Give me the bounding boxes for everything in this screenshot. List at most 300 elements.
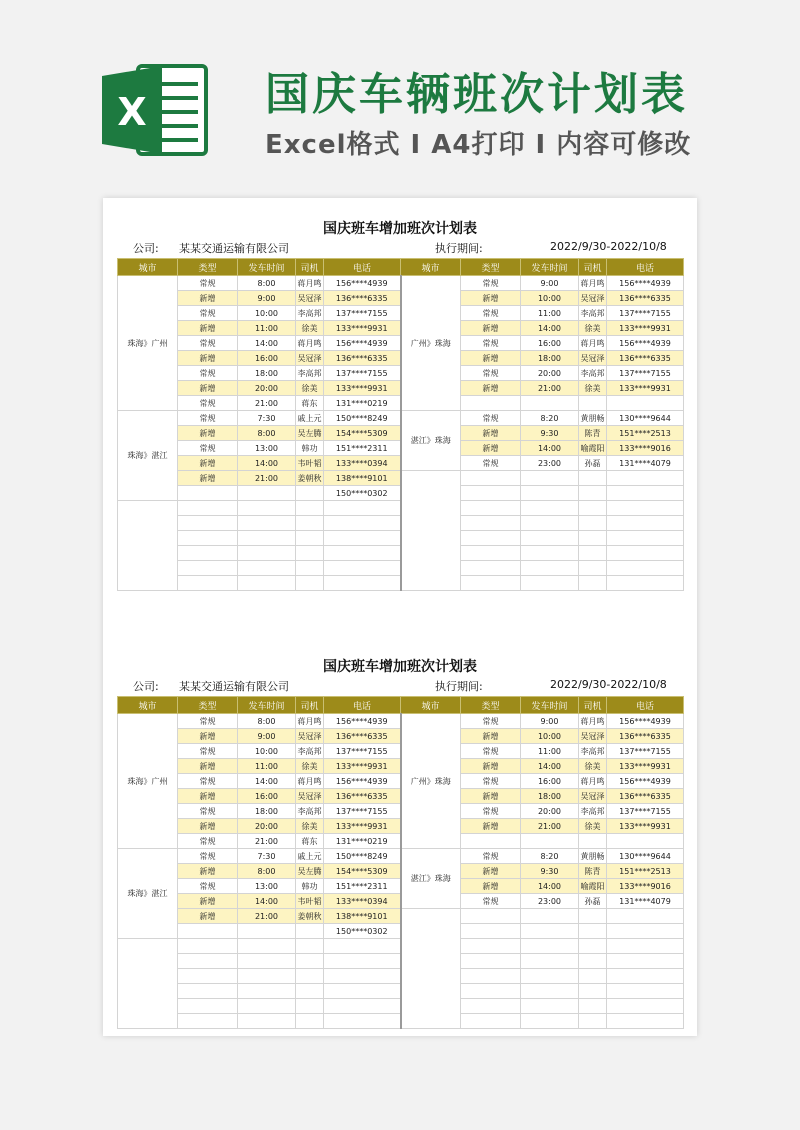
type-cell [178, 501, 238, 516]
phone-cell: 154****5309 [324, 864, 401, 879]
driver-cell: 李高邦 [579, 744, 607, 759]
phone-cell [607, 576, 684, 591]
type-cell: 常规 [178, 306, 238, 321]
time-cell: 13:00 [238, 441, 296, 456]
route-cell: 广州》珠海 [401, 276, 461, 411]
time-cell: 18:00 [521, 789, 579, 804]
phone-cell: 156****4939 [607, 774, 684, 789]
phone-cell: 150****8249 [324, 849, 401, 864]
sheet-preview [103, 198, 697, 1036]
type-cell: 常规 [461, 774, 521, 789]
driver-cell: 李高邦 [579, 804, 607, 819]
type-cell [178, 954, 238, 969]
driver-cell: 韩功 [296, 879, 324, 894]
phone-cell: 133****9931 [324, 381, 401, 396]
type-cell: 常规 [461, 456, 521, 471]
driver-cell [579, 939, 607, 954]
time-cell: 8:20 [521, 411, 579, 426]
time-cell [521, 924, 579, 939]
column-header: 城市 [401, 259, 461, 276]
phone-cell: 156****4939 [607, 336, 684, 351]
time-cell [238, 1014, 296, 1029]
time-cell: 21:00 [238, 834, 296, 849]
type-cell: 新增 [461, 441, 521, 456]
driver-cell [579, 954, 607, 969]
driver-cell [579, 1014, 607, 1029]
time-cell [238, 924, 296, 939]
type-cell [461, 561, 521, 576]
time-cell: 7:30 [238, 411, 296, 426]
type-cell [178, 1014, 238, 1029]
type-cell [461, 969, 521, 984]
period-value: 2022/9/30-2022/10/8 [550, 678, 667, 691]
time-cell: 10:00 [521, 291, 579, 306]
column-header: 电话 [607, 697, 684, 714]
driver-cell [579, 561, 607, 576]
time-cell: 9:00 [521, 714, 579, 729]
type-cell [178, 969, 238, 984]
type-cell: 新增 [461, 819, 521, 834]
banner [0, 0, 800, 190]
time-cell [521, 516, 579, 531]
time-cell: 14:00 [521, 321, 579, 336]
type-cell: 新增 [178, 351, 238, 366]
phone-cell: 150****8249 [324, 411, 401, 426]
driver-cell: 孙磊 [579, 894, 607, 909]
type-cell: 新增 [178, 819, 238, 834]
time-cell: 23:00 [521, 456, 579, 471]
driver-cell: 李高邦 [579, 366, 607, 381]
phone-cell: 136****6335 [607, 729, 684, 744]
phone-cell [607, 471, 684, 486]
type-cell: 常规 [178, 396, 238, 411]
phone-cell: 156****4939 [607, 714, 684, 729]
phone-cell [324, 954, 401, 969]
type-cell: 常规 [178, 834, 238, 849]
type-cell [461, 471, 521, 486]
driver-cell: 李高邦 [296, 366, 324, 381]
phone-cell: 151****2513 [607, 426, 684, 441]
logo-letter: X [117, 90, 147, 134]
driver-cell: 吴冠泽 [579, 291, 607, 306]
time-cell [238, 531, 296, 546]
type-cell: 新增 [178, 471, 238, 486]
time-cell [238, 546, 296, 561]
time-cell: 8:00 [238, 276, 296, 291]
phone-cell: 133****0394 [324, 456, 401, 471]
route-cell: 湛江》珠海 [401, 411, 461, 471]
time-cell: 16:00 [238, 351, 296, 366]
phone-cell [607, 969, 684, 984]
driver-cell [579, 531, 607, 546]
column-header: 发车时间 [238, 259, 296, 276]
time-cell: 20:00 [521, 804, 579, 819]
phone-cell: 137****7155 [607, 744, 684, 759]
time-cell [521, 531, 579, 546]
time-cell: 11:00 [238, 321, 296, 336]
type-cell [178, 561, 238, 576]
driver-cell: 蒋月鸣 [296, 774, 324, 789]
time-cell [521, 576, 579, 591]
type-cell: 常规 [178, 714, 238, 729]
type-cell: 常规 [461, 411, 521, 426]
schedule-table [117, 258, 684, 591]
time-cell: 18:00 [238, 804, 296, 819]
type-cell: 新增 [178, 729, 238, 744]
driver-cell [296, 999, 324, 1014]
driver-cell: 黄朋畅 [579, 849, 607, 864]
phone-cell: 156****4939 [324, 714, 401, 729]
time-cell [521, 471, 579, 486]
schedule-title: 国庆班车增加班次计划表 [323, 221, 477, 237]
time-cell: 9:30 [521, 864, 579, 879]
time-cell [238, 999, 296, 1014]
time-cell: 14:00 [238, 336, 296, 351]
phone-cell [607, 954, 684, 969]
phone-cell [607, 531, 684, 546]
column-header: 司机 [296, 697, 324, 714]
time-cell: 21:00 [238, 396, 296, 411]
driver-cell: 蒋东 [296, 834, 324, 849]
driver-cell: 吴冠泽 [579, 789, 607, 804]
company-name: 某某交通运输有限公司 [179, 242, 289, 255]
phone-cell: 151****2311 [324, 441, 401, 456]
phone-cell: 131****4079 [607, 456, 684, 471]
driver-cell: 徐美 [579, 759, 607, 774]
route-cell [401, 471, 461, 591]
driver-cell [296, 939, 324, 954]
driver-cell: 蒋月鸣 [296, 336, 324, 351]
type-cell [461, 531, 521, 546]
type-cell [461, 1014, 521, 1029]
driver-cell: 徐美 [296, 759, 324, 774]
type-cell: 常规 [178, 441, 238, 456]
driver-cell: 吴冠泽 [579, 729, 607, 744]
time-cell: 14:00 [521, 759, 579, 774]
driver-cell [579, 486, 607, 501]
driver-cell: 蒋月鸣 [579, 276, 607, 291]
route-cell [401, 909, 461, 1029]
type-cell: 新增 [178, 456, 238, 471]
time-cell [238, 954, 296, 969]
time-cell: 14:00 [521, 879, 579, 894]
phone-cell: 136****6335 [607, 291, 684, 306]
driver-cell: 蒋东 [296, 396, 324, 411]
type-cell [178, 486, 238, 501]
excel-logo-icon [100, 62, 210, 158]
driver-cell: 姜朝秋 [296, 909, 324, 924]
phone-cell: 133****9931 [607, 321, 684, 336]
driver-cell [296, 546, 324, 561]
phone-cell: 133****9931 [324, 321, 401, 336]
time-cell [521, 834, 579, 849]
phone-cell [607, 909, 684, 924]
type-cell: 常规 [461, 804, 521, 819]
driver-cell [579, 984, 607, 999]
time-cell: 14:00 [238, 894, 296, 909]
type-cell [461, 984, 521, 999]
phone-cell [607, 516, 684, 531]
route-cell: 湛江》珠海 [401, 849, 461, 909]
type-cell [461, 516, 521, 531]
type-cell: 新增 [178, 426, 238, 441]
phone-cell [324, 969, 401, 984]
time-cell: 13:00 [238, 879, 296, 894]
time-cell: 14:00 [238, 456, 296, 471]
driver-cell [579, 501, 607, 516]
route-cell: 珠海》广州 [118, 276, 178, 411]
type-cell [178, 576, 238, 591]
phone-cell: 131****0219 [324, 396, 401, 411]
schedule-title: 国庆班车增加班次计划表 [323, 659, 477, 675]
table-row [118, 276, 684, 291]
time-cell: 10:00 [238, 744, 296, 759]
time-cell [238, 969, 296, 984]
period-value: 2022/9/30-2022/10/8 [550, 240, 667, 253]
page-title: 国庆车辆班次计划表 [265, 69, 688, 120]
company-label: 公司: [133, 680, 159, 693]
phone-cell [607, 486, 684, 501]
table-row [118, 714, 684, 729]
phone-cell: 151****2513 [607, 864, 684, 879]
time-cell: 7:30 [238, 849, 296, 864]
time-cell [238, 561, 296, 576]
phone-cell: 137****7155 [607, 306, 684, 321]
time-cell: 18:00 [521, 351, 579, 366]
phone-cell [607, 561, 684, 576]
phone-cell: 156****4939 [324, 276, 401, 291]
phone-cell: 150****0302 [324, 924, 401, 939]
driver-cell: 吴左腾 [296, 426, 324, 441]
phone-cell: 131****4079 [607, 894, 684, 909]
driver-cell [296, 486, 324, 501]
type-cell: 新增 [178, 291, 238, 306]
table-header-row [118, 697, 684, 714]
driver-cell: 李高邦 [296, 804, 324, 819]
table-row [118, 909, 684, 924]
time-cell: 20:00 [521, 366, 579, 381]
type-cell: 常规 [178, 804, 238, 819]
driver-cell: 蒋月鸣 [296, 714, 324, 729]
time-cell: 11:00 [521, 306, 579, 321]
route-cell: 珠海》湛江 [118, 849, 178, 939]
phone-cell [324, 1014, 401, 1029]
driver-cell: 韦叶韬 [296, 894, 324, 909]
time-cell [521, 969, 579, 984]
type-cell: 常规 [178, 744, 238, 759]
type-cell: 新增 [461, 879, 521, 894]
driver-cell: 吴冠泽 [296, 351, 324, 366]
type-cell [178, 984, 238, 999]
column-header: 城市 [118, 259, 178, 276]
column-header: 类型 [461, 259, 521, 276]
type-cell: 常规 [461, 714, 521, 729]
phone-cell: 137****7155 [324, 804, 401, 819]
type-cell: 常规 [178, 879, 238, 894]
time-cell [521, 939, 579, 954]
driver-cell: 徐美 [296, 819, 324, 834]
phone-cell [607, 924, 684, 939]
time-cell [521, 954, 579, 969]
column-header: 电话 [607, 259, 684, 276]
driver-cell [296, 984, 324, 999]
type-cell: 常规 [461, 276, 521, 291]
type-cell: 新增 [461, 789, 521, 804]
phone-cell [607, 834, 684, 849]
time-cell: 11:00 [238, 759, 296, 774]
type-cell: 常规 [461, 744, 521, 759]
company-label: 公司: [133, 242, 159, 255]
driver-cell: 蒋月鸣 [296, 276, 324, 291]
phone-cell [607, 1014, 684, 1029]
time-cell: 14:00 [521, 441, 579, 456]
driver-cell: 徐美 [579, 321, 607, 336]
driver-cell [579, 396, 607, 411]
phone-cell: 137****7155 [607, 366, 684, 381]
driver-cell [579, 909, 607, 924]
time-cell: 16:00 [238, 789, 296, 804]
driver-cell: 吴冠泽 [579, 351, 607, 366]
driver-cell: 蒋月鸣 [579, 336, 607, 351]
type-cell [178, 516, 238, 531]
type-cell: 新增 [178, 894, 238, 909]
time-cell: 21:00 [238, 471, 296, 486]
table-row [118, 471, 684, 486]
driver-cell [579, 546, 607, 561]
phone-cell: 136****6335 [324, 789, 401, 804]
time-cell [238, 486, 296, 501]
type-cell [178, 939, 238, 954]
type-cell [461, 396, 521, 411]
type-cell: 新增 [461, 864, 521, 879]
type-cell: 常规 [178, 336, 238, 351]
phone-cell [324, 546, 401, 561]
driver-cell [296, 1014, 324, 1029]
driver-cell [579, 924, 607, 939]
type-cell [461, 834, 521, 849]
driver-cell: 陈青 [579, 426, 607, 441]
time-cell: 8:00 [238, 864, 296, 879]
time-cell: 8:20 [521, 849, 579, 864]
route-cell [118, 501, 178, 591]
driver-cell: 吴冠泽 [296, 729, 324, 744]
type-cell: 常规 [461, 336, 521, 351]
type-cell [461, 486, 521, 501]
column-header: 电话 [324, 697, 401, 714]
driver-cell [296, 561, 324, 576]
phone-cell [324, 984, 401, 999]
type-cell: 新增 [178, 759, 238, 774]
time-cell: 16:00 [521, 336, 579, 351]
type-cell: 新增 [461, 381, 521, 396]
table-header-row [118, 259, 684, 276]
driver-cell: 蒋月鸣 [579, 774, 607, 789]
phone-cell: 156****4939 [324, 336, 401, 351]
column-header: 发车时间 [521, 259, 579, 276]
phone-cell: 138****9101 [324, 471, 401, 486]
phone-cell: 133****9931 [324, 759, 401, 774]
phone-cell [607, 939, 684, 954]
column-header: 类型 [461, 697, 521, 714]
phone-cell: 133****0394 [324, 894, 401, 909]
driver-cell: 李高邦 [579, 306, 607, 321]
type-cell: 新增 [461, 759, 521, 774]
type-cell [461, 954, 521, 969]
driver-cell: 徐美 [579, 819, 607, 834]
column-header: 发车时间 [238, 697, 296, 714]
type-cell: 新增 [461, 321, 521, 336]
type-cell: 常规 [461, 894, 521, 909]
type-cell [178, 924, 238, 939]
time-cell [521, 486, 579, 501]
column-header: 类型 [178, 259, 238, 276]
type-cell [461, 546, 521, 561]
driver-cell: 李高邦 [296, 744, 324, 759]
phone-cell [607, 999, 684, 1014]
time-cell: 18:00 [238, 366, 296, 381]
column-header: 城市 [401, 697, 461, 714]
time-cell: 9:30 [521, 426, 579, 441]
period-label: 执行期间: [435, 242, 483, 255]
phone-cell: 133****9931 [324, 819, 401, 834]
driver-cell [579, 516, 607, 531]
time-cell: 10:00 [521, 729, 579, 744]
type-cell: 常规 [461, 366, 521, 381]
type-cell: 新增 [461, 426, 521, 441]
type-cell [461, 939, 521, 954]
time-cell [238, 939, 296, 954]
type-cell: 常规 [178, 774, 238, 789]
driver-cell: 韦叶韬 [296, 456, 324, 471]
time-cell [521, 501, 579, 516]
phone-cell [607, 396, 684, 411]
phone-cell: 136****6335 [324, 729, 401, 744]
driver-cell [296, 531, 324, 546]
driver-cell: 蒋月鸣 [579, 714, 607, 729]
driver-cell: 李高邦 [296, 306, 324, 321]
period-label: 执行期间: [435, 680, 483, 693]
driver-cell [579, 471, 607, 486]
time-cell [238, 984, 296, 999]
driver-cell [296, 576, 324, 591]
phone-cell [324, 516, 401, 531]
driver-cell [579, 999, 607, 1014]
driver-cell: 姜朝秋 [296, 471, 324, 486]
schedule-table [117, 696, 684, 1029]
phone-cell: 156****4939 [324, 774, 401, 789]
driver-cell: 吴冠泽 [296, 291, 324, 306]
type-cell: 常规 [178, 276, 238, 291]
column-header: 类型 [178, 697, 238, 714]
time-cell: 8:00 [238, 426, 296, 441]
time-cell: 20:00 [238, 819, 296, 834]
phone-cell: 138****9101 [324, 909, 401, 924]
phone-cell: 133****9931 [607, 381, 684, 396]
phone-cell: 133****9016 [607, 879, 684, 894]
company-name: 某某交通运输有限公司 [179, 680, 289, 693]
time-cell: 21:00 [521, 819, 579, 834]
type-cell: 常规 [461, 849, 521, 864]
type-cell [178, 531, 238, 546]
driver-cell [296, 501, 324, 516]
time-cell: 10:00 [238, 306, 296, 321]
phone-cell [324, 939, 401, 954]
type-cell: 新增 [461, 729, 521, 744]
type-cell: 新增 [178, 864, 238, 879]
driver-cell [296, 954, 324, 969]
column-header: 司机 [579, 259, 607, 276]
driver-cell: 徐美 [296, 321, 324, 336]
